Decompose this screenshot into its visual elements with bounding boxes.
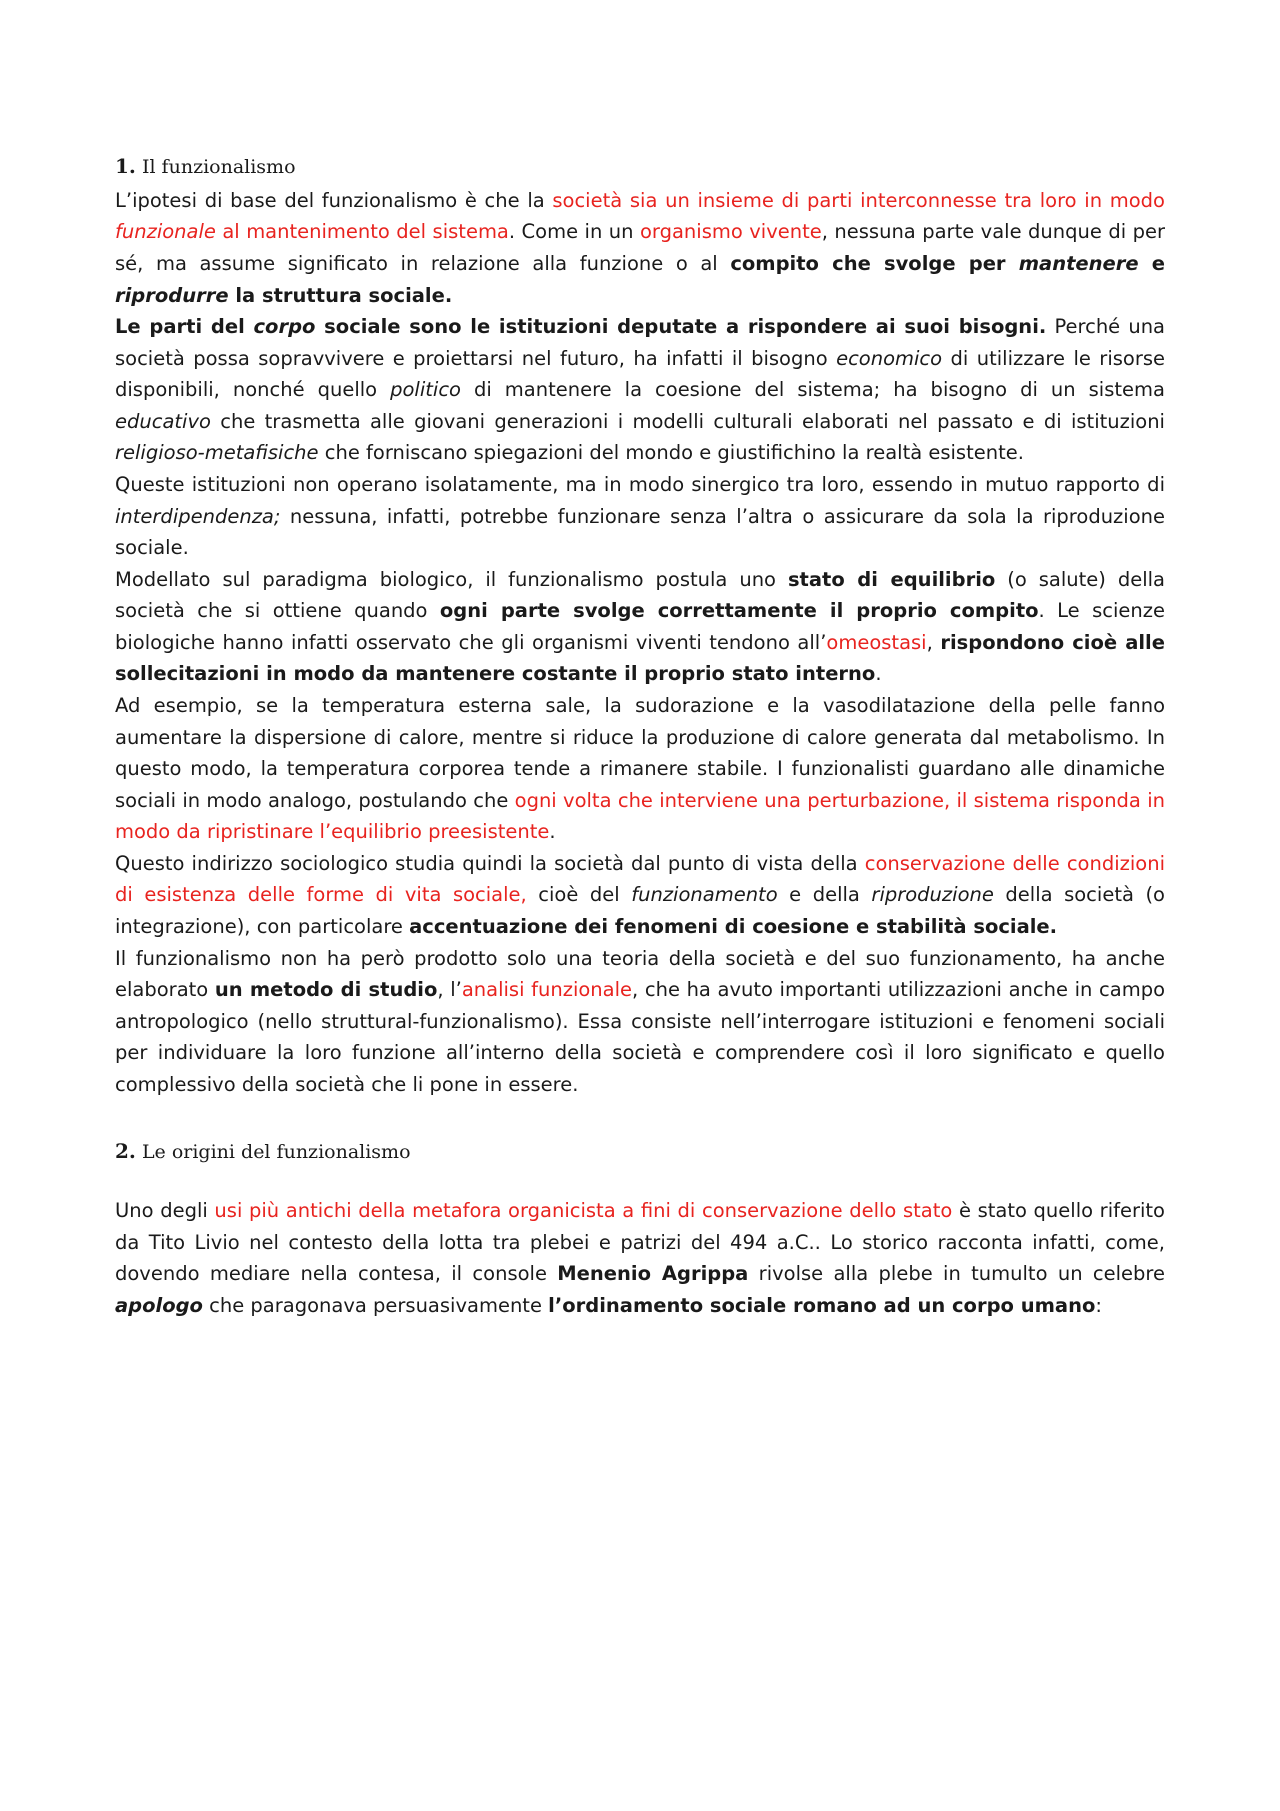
text-run: nessuna, infatti, potrebbe funzionare senza l’altra o assicurare da sola la riproduzione sociale. bbox=[115, 504, 1172, 560]
text-run: corpo bbox=[253, 315, 316, 339]
text-run: religioso-metafisiche bbox=[115, 441, 319, 465]
paragraph bbox=[115, 943, 1172, 1101]
text-run: , bbox=[926, 630, 941, 654]
text-run: al mantenimento del sistema bbox=[215, 220, 509, 244]
paragraph bbox=[115, 469, 1172, 564]
text-run: Le parti del bbox=[115, 315, 254, 339]
text-run: politico bbox=[390, 378, 461, 402]
text-run: sociale sono le istituzioni deputate a rispondere ai suoi bisogni. bbox=[315, 315, 1047, 339]
section-1-paragraphs bbox=[115, 185, 1172, 1101]
paragraph bbox=[115, 185, 1172, 311]
text-run: Perché una società possa sopravvivere e proiettarsi nel futuro, ha infatti il bisogno bbox=[115, 315, 1172, 370]
text-run: rivolse alla plebe in tumulto un celebre bbox=[748, 1262, 1172, 1286]
text-run: educativo bbox=[115, 409, 211, 433]
text-run: Questo indirizzo sociologico studia quindi la società dal punto di vista della bbox=[115, 851, 865, 875]
paragraph bbox=[115, 690, 1172, 848]
text-run: usi più antichi della metafora organicista a fini di conservazione dello stato bbox=[214, 1199, 953, 1223]
text-run: Menenio Agrippa bbox=[557, 1262, 749, 1286]
text-run: e bbox=[1138, 251, 1172, 275]
text-run: e della bbox=[777, 883, 872, 907]
text-run: stato di equilibrio bbox=[787, 567, 996, 591]
text-run: Uno degli bbox=[115, 1199, 215, 1223]
section-1-heading bbox=[115, 150, 1165, 183]
paragraph bbox=[115, 1195, 1172, 1321]
text-run: : bbox=[1095, 1294, 1102, 1318]
text-run: . bbox=[875, 662, 882, 686]
text-run: la struttura sociale. bbox=[228, 283, 453, 307]
section-2-title: Le origini del funzionalismo bbox=[141, 1140, 411, 1163]
text-run: riprodurre bbox=[115, 283, 229, 307]
text-run: cioè del bbox=[526, 883, 632, 907]
paragraph bbox=[115, 564, 1172, 690]
text-run: di mantenere la coesione del sistema; ha bisogno di un sistema bbox=[460, 378, 1172, 402]
text-run: organismo vivente bbox=[639, 220, 822, 244]
text-run: funzionamento bbox=[631, 883, 778, 907]
text-run: mantenere bbox=[1018, 251, 1139, 275]
text-run: compito che svolge per bbox=[730, 251, 1019, 275]
text-run: che forniscano spiegazioni del mondo e giustifichino la realtà esistente. bbox=[318, 441, 1024, 465]
text-run: . Come in un bbox=[508, 220, 640, 244]
text-run: funzionale bbox=[115, 220, 216, 244]
text-run: di utilizzare le risorse disponibili, nonché quello bbox=[115, 346, 1172, 402]
text-run: un metodo di studio bbox=[214, 978, 438, 1002]
section-2-heading bbox=[115, 1135, 1165, 1168]
text-run: Queste istituzioni non operano isolatamente, ma in modo sinergico tra loro, essendo in mutuo rapporto di bbox=[115, 472, 1172, 496]
text-run: l’ordinamento sociale romano ad un corpo umano bbox=[548, 1294, 1096, 1318]
text-run: riproduzione bbox=[871, 883, 994, 907]
text-run: apologo bbox=[115, 1294, 203, 1318]
paragraph bbox=[115, 848, 1172, 943]
text-run: ogni volta che interviene una perturbazione, il sistema risponda in modo da ripristinare l’equilibrio preesistente bbox=[115, 788, 1172, 844]
text-run: è stato quello riferito da Tito Livio nel contesto della lotta tra plebei e patrizi del 494 a.C.. Lo storico racconta infatti, come, dovendo mediare nella contesa, il console bbox=[115, 1199, 1172, 1286]
text-run: . bbox=[549, 820, 556, 844]
text-run: , che ha avuto importanti utilizzazioni anche in campo antropologico (nello struttural-funzionalismo). Essa consiste nell’interrogare istituzioni e fenomeni sociali per individuare la loro funzione all’interno della società e comprendere così il loro significato e quello complessivo della società che li pone in essere. bbox=[115, 978, 1172, 1096]
text-run: economico bbox=[836, 346, 943, 370]
text-run: Il funzionalismo non ha però prodotto solo una teoria della società e del suo funzionamento, ha anche elaborato bbox=[115, 946, 1172, 1002]
text-run: accentuazione dei fenomeni di coesione e stabilità sociale. bbox=[409, 915, 1058, 939]
text-run: analisi funzionale bbox=[461, 978, 633, 1002]
section-1-title: Il funzionalismo bbox=[141, 156, 296, 178]
text-run: che trasmetta alle giovani generazioni i modelli culturali elaborati nel passato e di istituzioni bbox=[210, 409, 1172, 433]
document-body bbox=[115, 150, 1172, 1322]
section-2-spacer bbox=[115, 1169, 1165, 1195]
section-2-number: 2. bbox=[115, 1138, 136, 1163]
text-run: (o salute) della società che si ottiene quando bbox=[115, 567, 1172, 623]
paragraph bbox=[115, 311, 1172, 469]
text-run: , nessuna parte vale dunque di per sé, ma assume significato in relazione alla funzione o al bbox=[115, 220, 1172, 275]
text-run: Ad esempio, se la temperatura esterna sale, la sudorazione e la vasodilatazione della pelle fanno aumentare la dispersione di calore, mentre si riduce la produzione di calore generata dal metabolismo. In questo modo, la temperatura corporea tende a rimanere stabile. I funzionalisti guardano alle dinamiche sociali in modo analogo, postulando che bbox=[115, 694, 1172, 812]
text-run: . Le scienze biologiche hanno infatti osservato che gli organismi viventi tendono all’ bbox=[115, 599, 1172, 654]
text-run: della società (o integrazione), con particolare bbox=[115, 883, 1172, 939]
text-run: ogni parte svolge correttamente il proprio compito bbox=[439, 599, 1039, 623]
text-run: che paragonava persuasivamente bbox=[202, 1294, 549, 1318]
text-run: società sia un insieme di parti interconnesse tra loro in modo bbox=[552, 188, 1172, 212]
text-run: , l’ bbox=[437, 978, 462, 1002]
text-run: conservazione delle condizioni di esistenza delle forme di vita sociale, bbox=[115, 851, 1172, 907]
section-2-paragraphs bbox=[115, 1195, 1172, 1321]
text-run: rispondono cioè alle sollecitazioni in modo da mantenere costante il proprio stato interno bbox=[115, 630, 1172, 686]
text-run: Modellato sul paradigma biologico, il funzionalismo postula uno bbox=[115, 567, 788, 591]
text-run: interdipendenza; bbox=[115, 504, 281, 528]
text-run: omeostasi bbox=[826, 630, 927, 654]
section-1-number: 1. bbox=[115, 154, 136, 178]
text-run: L’ipotesi di base del funzionalismo è che la bbox=[115, 188, 553, 212]
